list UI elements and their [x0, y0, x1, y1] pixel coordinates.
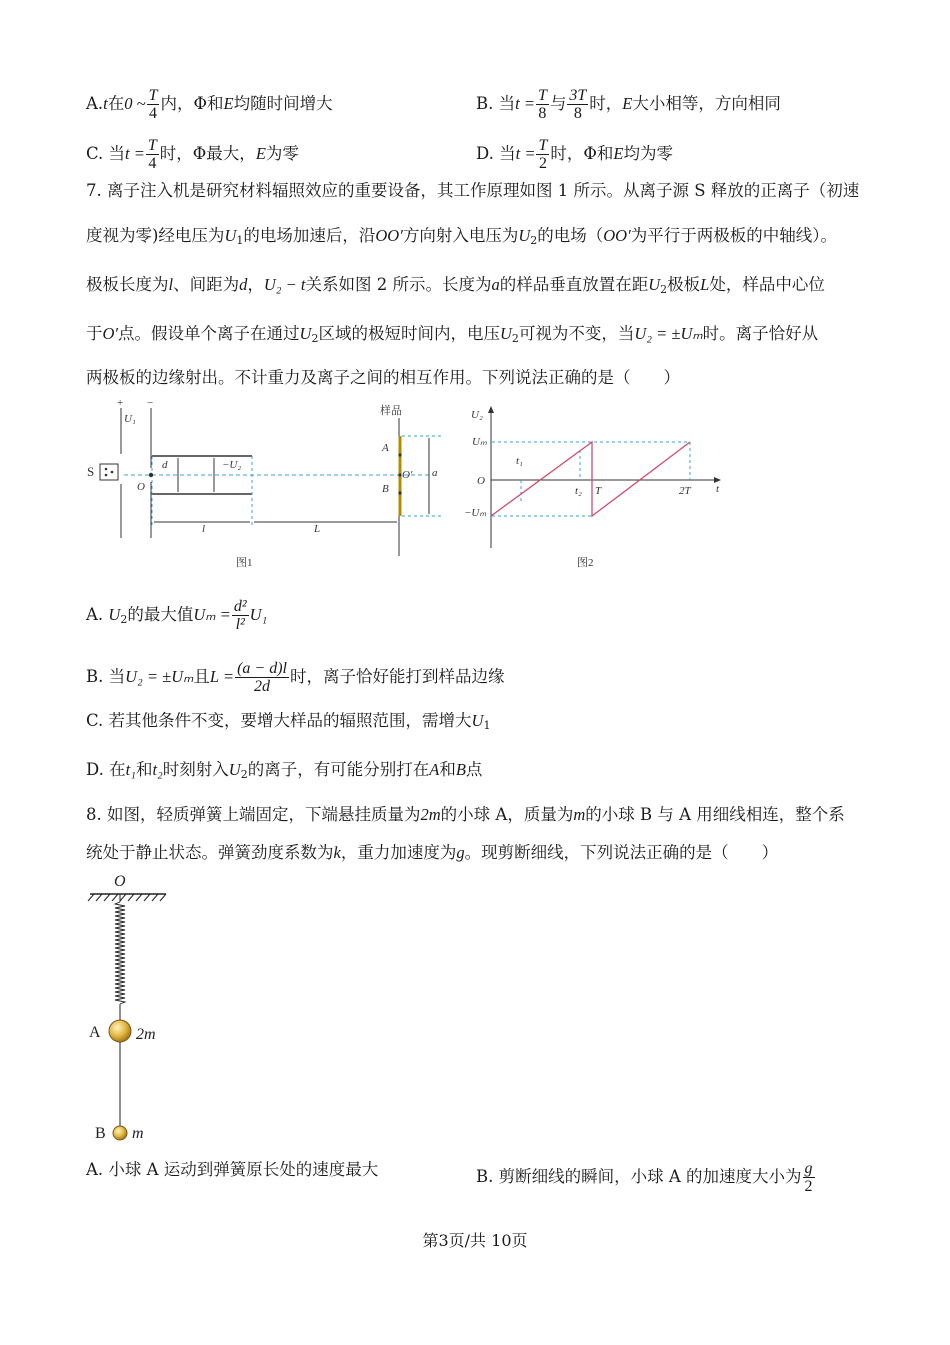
q7-stem-line5: 两极板的边缘射出。不计重力及离子之间的相互作用。下列说法正确的是（ ） — [86, 368, 680, 387]
svg-text:图2: 图2 — [577, 557, 594, 569]
q7-stem-line4: 于O′点。假设单个离子在通过$U_2$区域的极短时间内，电压$U_2$可视为不变，当U₂ = ±Uₘ时。离子恰好从 — [86, 324, 819, 345]
svg-text:−Uₘ: −Uₘ — [464, 507, 487, 519]
fraction: $\frac{T}{4}$ — [148, 87, 158, 122]
svg-text:A: A — [89, 1024, 101, 1041]
svg-text:O: O — [477, 475, 485, 487]
svg-text:m: m — [132, 1125, 144, 1142]
svg-text:2T: 2T — [679, 485, 691, 497]
svg-text:l: l — [202, 523, 206, 535]
q7-option-c[interactable]: C. 若其他条件不变，要增大样品的辐照范围，需增大$U_1$ — [86, 711, 491, 732]
q7-figure-1 — [84, 398, 454, 573]
svg-text:t₁: t₁ — [516, 455, 523, 467]
q8-spring-figure — [84, 870, 194, 1145]
spring — [115, 894, 125, 1020]
q8-stem-line1: 8. 如图，轻质弹簧上端固定，下端悬挂质量为2m的小球 A，质量为m的小球 B 与 A 用细线相连，整个系 — [86, 805, 845, 824]
q8-option-b[interactable]: B. 剪断细线的瞬间，小球 A 的加速度大小为 $\frac{g}{2}$ — [476, 1160, 813, 1195]
page-number: 第3页/共 10页 — [422, 1231, 528, 1250]
svg-text:B: B — [95, 1125, 106, 1142]
svg-text:样品: 样品 — [380, 405, 402, 417]
svg-text:A: A — [382, 442, 389, 454]
q6-option-d[interactable]: D. 当t = $\frac{T}{2}$ 时，Φ和E均为零 — [476, 137, 674, 172]
q7-option-d[interactable]: D. 在t₁和t₂时刻射入$U_2$的离子，有可能分别打在A和B点 — [86, 760, 483, 781]
svg-text:t₂: t₂ — [575, 485, 582, 497]
svg-text:t: t — [716, 483, 720, 495]
svg-text:O: O — [114, 873, 126, 890]
svg-text:Uₘ: Uₘ — [472, 436, 487, 448]
svg-text:2m: 2m — [136, 1026, 156, 1043]
q7-figure-2 — [464, 400, 732, 573]
svg-text:S: S — [87, 464, 95, 479]
q7-stem-line2: 度视为零)经电压为$U_1$的电场加速后，沿OO′方向射入电压为$U_2$的电场（OO′为平行于两极板的中轴线）。 — [86, 226, 837, 247]
q6-option-c[interactable]: C. 当t = $\frac{T}{4}$ 时，Φ最大，E为零 — [86, 137, 299, 172]
q7-option-b[interactable]: B. 当U₂ = ±Uₘ且L = $\frac{(a - d)l}{2d}$ 时，离子恰好能打到样品边缘 — [86, 660, 505, 695]
svg-text:U₁: U₁ — [124, 413, 136, 425]
svg-text:B: B — [382, 483, 389, 495]
q7-stem-line3: 极板长度为l、间距为d，U₂ − t关系如图 2 所示。长度为a的样品垂直放置在距$U_2$极板L处，样品中心位 — [86, 275, 825, 296]
svg-text:−U₂: −U₂ — [222, 459, 242, 471]
q7-stem-line1: 7. 离子注入机是研究材料辐照效应的重要设备，其工作原理如图 1 所示。从离子源 S 释放的正离子（初速 — [86, 181, 860, 200]
q6-option-b[interactable]: B. 当t = $\frac{T}{8}$ 与 $\frac{3T}{8}$ 时，E大小相等，方向相同 — [476, 87, 781, 122]
svg-text:图1: 图1 — [236, 557, 253, 569]
svg-text:U₂: U₂ — [471, 409, 483, 421]
svg-text:−: − — [147, 398, 154, 409]
svg-text:d: d — [162, 459, 168, 471]
svg-text:T: T — [595, 485, 602, 497]
q8-stem-line2: 统处于静止状态。弹簧劲度系数为k，重力加速度为g。现剪断细线，下列说法正确的是（ ） — [86, 843, 779, 862]
ball-b — [113, 1126, 127, 1140]
svg-text:a: a — [432, 467, 438, 479]
ball-a — [109, 1020, 131, 1042]
q6-option-a[interactable]: A.t在0 ~ $\frac{T}{4}$ 内，Φ和E均随时间增大 — [86, 87, 333, 122]
q8-option-a[interactable]: A. 小球 A 运动到弹簧原长处的速度最大 — [86, 1160, 379, 1179]
svg-text:+: + — [117, 398, 124, 409]
svg-text:L: L — [314, 523, 321, 535]
svg-text:O′: O′ — [402, 469, 413, 481]
svg-text:O: O — [137, 481, 145, 493]
q7-option-a[interactable]: A. $U_2$的最大值Uₘ = $\frac{\text{d²}}{\text{l²}}$ U₁ — [86, 598, 268, 633]
